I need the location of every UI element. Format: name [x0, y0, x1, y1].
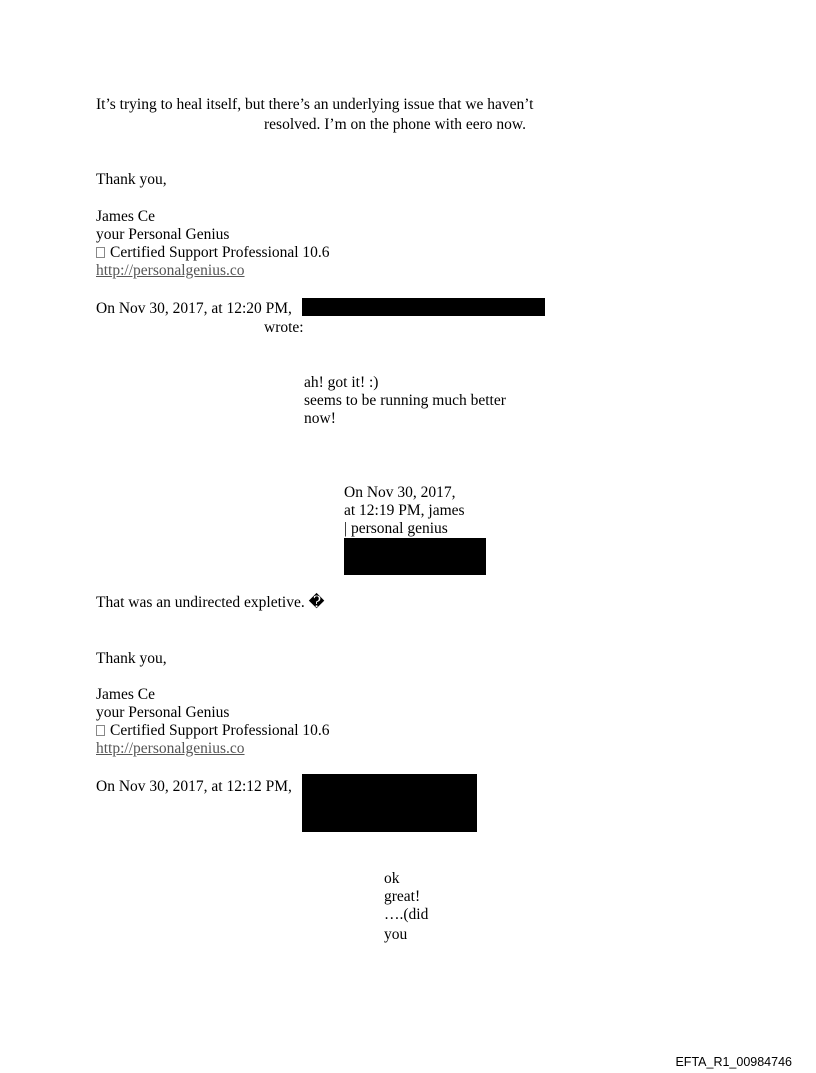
quote-line: On Nov 30, 2017,	[344, 484, 456, 501]
signature-certification	[96, 244, 330, 262]
thanks-text: Thank you,	[96, 650, 167, 667]
signature-certification	[96, 722, 330, 740]
document-id: EFTA_R1_00984746	[675, 1055, 792, 1069]
redaction-block	[302, 298, 545, 316]
quote-line: at 12:19 PM, james	[344, 502, 465, 519]
email-body-line-1: It’s trying to heal itself, but there’s an underlying issue that we haven’t	[96, 96, 534, 113]
email-body-line-2: resolved. I’m on the phone with eero now.	[264, 116, 526, 133]
email-body: That was an undirected expletive. �	[96, 594, 325, 611]
signature-certification-text: Certified Support Professional 10.6	[110, 722, 330, 739]
signature-title: your Personal Genius	[96, 226, 230, 243]
quote-wrote: wrote:	[264, 319, 304, 336]
quote-line: ah! got it! :)	[304, 374, 379, 391]
placeholder-glyph-icon	[96, 725, 105, 736]
redaction-block	[302, 774, 477, 832]
quote-header: On Nov 30, 2017, at 12:20 PM,	[96, 300, 292, 317]
signature-name: James Ce	[96, 208, 155, 225]
quote-line: great!	[384, 888, 421, 905]
quote-line: seems to be running much better	[304, 392, 506, 409]
signature-title: your Personal Genius	[96, 704, 230, 721]
placeholder-glyph-icon	[96, 247, 105, 258]
signature-link[interactable]: http://personalgenius.co	[96, 262, 245, 279]
quote-line: now!	[304, 410, 336, 427]
quote-line: ok	[384, 870, 400, 887]
signature-link[interactable]: http://personalgenius.co	[96, 740, 245, 757]
quote-line: | personal genius	[344, 520, 448, 537]
quote-line: you	[384, 926, 408, 943]
thanks-text: Thank you,	[96, 171, 167, 188]
quote-header: On Nov 30, 2017, at 12:12 PM,	[96, 778, 292, 795]
redaction-block	[344, 538, 486, 575]
signature-certification-text: Certified Support Professional 10.6	[110, 244, 330, 261]
signature-name: James Ce	[96, 686, 155, 703]
quote-line: ….(did	[384, 906, 429, 923]
